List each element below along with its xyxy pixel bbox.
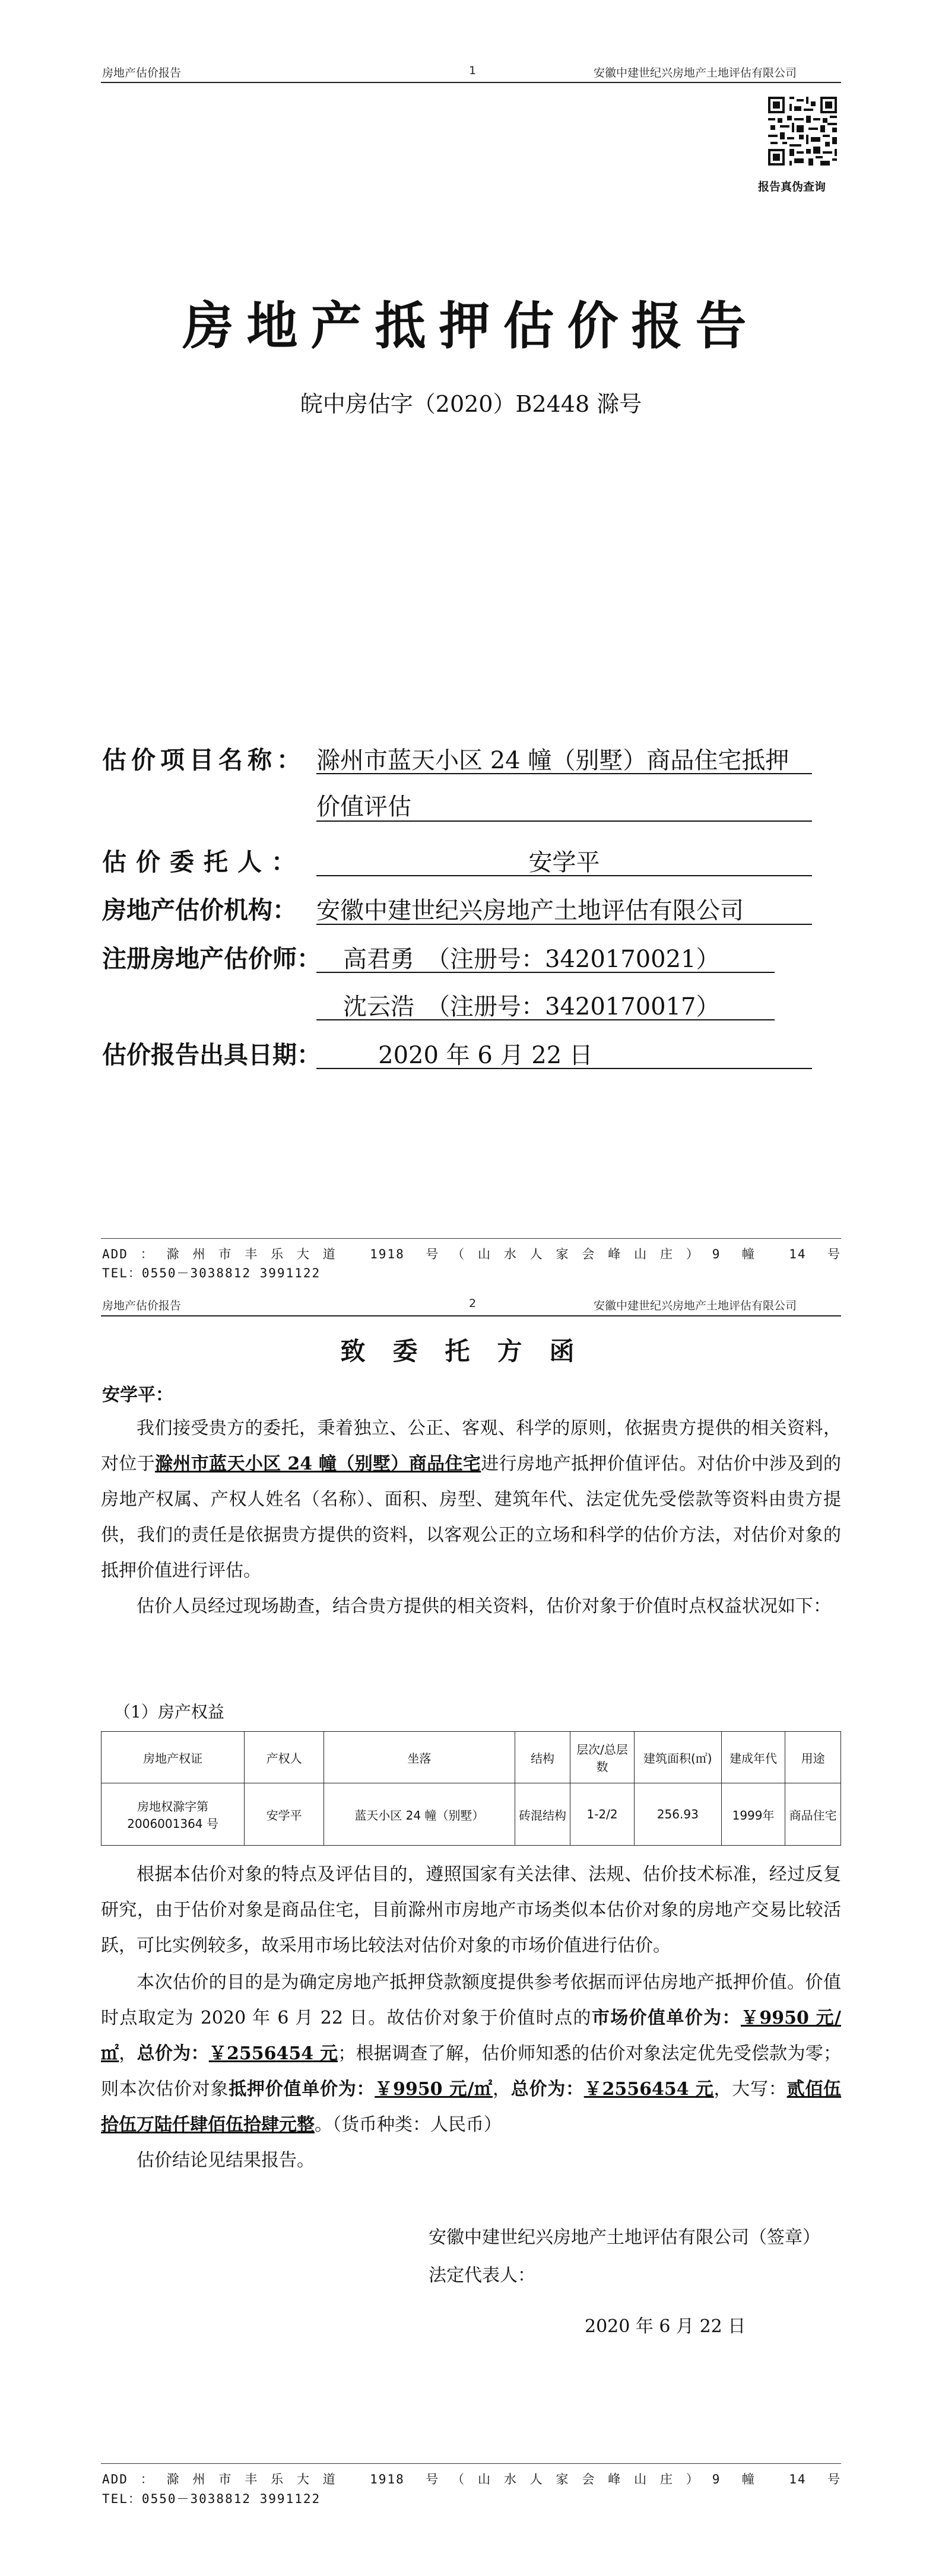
project-name-label: 估价项目名称：: [102, 746, 306, 774]
underline: [316, 820, 812, 822]
page-header-right: 安徽中建世纪兴房地产土地评估有限公司: [594, 66, 797, 79]
property-address: 滁州市蓝天小区 24 幢（别墅）商品住宅: [155, 1454, 481, 1474]
table-header-cell: 层次/总层数: [570, 1732, 634, 1783]
underline: [316, 924, 812, 925]
table-header-cell: 房地产权证: [102, 1732, 245, 1783]
agency-label: 房地产估价机构：: [102, 896, 297, 924]
table-caption: （1）房产权益: [114, 1702, 224, 1722]
issue-date-value: 2020 年 6 月 22 日: [378, 1042, 593, 1069]
table-row: [102, 1783, 841, 1846]
client-value: 安学平: [528, 849, 600, 876]
mortgage-unit-price: ￥9950 元/㎡: [375, 2079, 493, 2100]
header-rule: [101, 82, 841, 83]
report-number: 皖中房估字（2020）B2448 滁号: [300, 391, 642, 417]
footer-tel: TEL：0550－3038812 3991122: [102, 2492, 321, 2506]
table-cell: 1-2/2: [570, 1783, 634, 1846]
letter-paragraph-1: 我们接受贵方的委托，秉着独立、公正、客观、科学的原则，依据贵方提供的相关资料，对位于滁州市蓝天小区 24 幢（别墅）商品住宅进行房地产抵押价值评估。对估价中涉及到的房地产权属、产权人姓名（名称）、面积、房型、建筑年代、法定优先受偿款等资料由贵方提供，我们的责任是依据贵方提供的资料，以客观公正的立场和科学的估价方法，对估价对象的抵押价值进行评估。: [101, 1418, 842, 1581]
appraiser-2: 沈云浩 （注册号：3420170017）: [343, 993, 720, 1020]
page-header-left: 房地产估价报告: [102, 66, 182, 79]
client-label: 估价委托人：: [102, 848, 305, 876]
appraiser-1: 高君勇 （注册号：3420170021）: [343, 946, 720, 973]
letter-paragraph-4: 本次估价的目的是为确定房地产抵押贷款额度提供参考依据而评估房地产抵押价值。价值时点取定为 2020 年 6 月 22 日。故估价对象于价值时点的市场价值单价为：￥9950 元/㎡，总价为：￥2556454 元；根据调查了解，估价师知悉的估价对象法定优先受偿款为零；则本次估价对象抵押价值单价为：￥9950 元/㎡，总价为：￥2556454 元，大写：贰佰伍拾伍万陆仟肆佰伍拾肆元整。（货币种类：人民币）: [101, 1972, 842, 2135]
table-cell: 1999年: [721, 1783, 785, 1846]
page-header-right: 安徽中建世纪兴房地产土地评估有限公司: [594, 1299, 797, 1312]
table-cell: 安学平: [245, 1783, 324, 1846]
property-rights-table: [101, 1731, 841, 1846]
market-unit-price: ￥9950 元/㎡: [101, 2008, 842, 2064]
page-header-left: 房地产估价报告: [102, 1299, 182, 1312]
header-rule: [101, 1315, 841, 1316]
issue-date-label: 估价报告出具日期：: [102, 1041, 321, 1069]
footer-rule: [101, 1238, 841, 1239]
table-header-cell: 建筑面积(㎡): [634, 1732, 721, 1783]
amount-in-words: 贰佰伍拾伍万陆仟肆佰伍拾肆元整: [101, 2079, 842, 2135]
page-number: 1: [469, 64, 477, 77]
project-name-line1: 滁州市蓝天小区 24 幢（别墅）商品住宅抵押: [316, 747, 789, 774]
signing-company: 安徽中建世纪兴房地产土地评估有限公司（签章）: [429, 2227, 820, 2248]
appraiser-label: 注册房地产估价师：: [102, 944, 321, 973]
footer-tel: TEL：0550－3038812 3991122: [102, 1266, 321, 1280]
table-header-cell: 坐落: [324, 1732, 515, 1783]
table-cell: 房地权滁字第2006001364 号: [102, 1783, 245, 1846]
table-cell: 商品住宅: [785, 1783, 841, 1846]
qr-verify-caption: 报告真伪查询: [758, 180, 826, 193]
letter-paragraph-2: 估价人员经过现场勘查，结合贵方提供的相关资料，估价对象于价值时点权益状况如下：: [137, 1596, 831, 1617]
table-cell: 砖混结构: [515, 1783, 570, 1846]
letter-paragraph-3: 根据本估价对象的特点及评估目的，遵照国家有关法律、法规、估价技术标准，经过反复研究，由于估价对象是商品住宅，目前滁州市房地产市场类似本估价对象的房地产交易比较活跃，可比实例较多，故采用市场比较法对估价对象的市场价值进行估价。: [101, 1864, 841, 1956]
salutation: 安学平：: [102, 1385, 173, 1405]
footer-rule: [101, 2463, 841, 2464]
legal-representative: 法定代表人：: [429, 2265, 535, 2286]
market-total-price: ￥2556454 元: [208, 2043, 338, 2064]
footer-address: ADD：滁州市丰乐大道 1918 号（山水人家会峰山庄）9 幢 14 号: [102, 1247, 841, 1261]
table-header-cell: 结构: [515, 1732, 570, 1783]
signing-date: 2020 年 6 月 22 日: [585, 2316, 746, 2337]
mortgage-total-price: ￥2556454 元: [583, 2079, 714, 2100]
underline: [316, 1019, 775, 1020]
table-header-cell: 建成年代: [721, 1732, 785, 1783]
letter-title: 致委托方函: [340, 1337, 602, 1366]
report-title: 房地产抵押估价报告: [182, 296, 760, 356]
underline: [316, 875, 812, 876]
project-name-line2: 价值评估: [316, 793, 411, 820]
underline: [316, 773, 812, 774]
letter-paragraph-5: 估价结论见结果报告。: [137, 2150, 315, 2171]
table-cell: 256.93: [634, 1783, 721, 1846]
agency-value: 安徽中建世纪兴房地产土地评估有限公司: [316, 897, 744, 924]
underline: [316, 1068, 812, 1069]
page-number: 2: [469, 1297, 477, 1310]
table-header-cell: 产权人: [245, 1732, 324, 1783]
table-header-row: [102, 1732, 841, 1783]
footer-address: ADD：滁州市丰乐大道 1918 号（山水人家会峰山庄）9 幢 14 号: [102, 2472, 841, 2486]
table-header-cell: 用途: [785, 1732, 841, 1783]
underline: [316, 972, 775, 973]
table-cell: 蓝天小区 24 幢（别墅）: [324, 1783, 515, 1846]
qr-code-icon[interactable]: [766, 94, 839, 168]
